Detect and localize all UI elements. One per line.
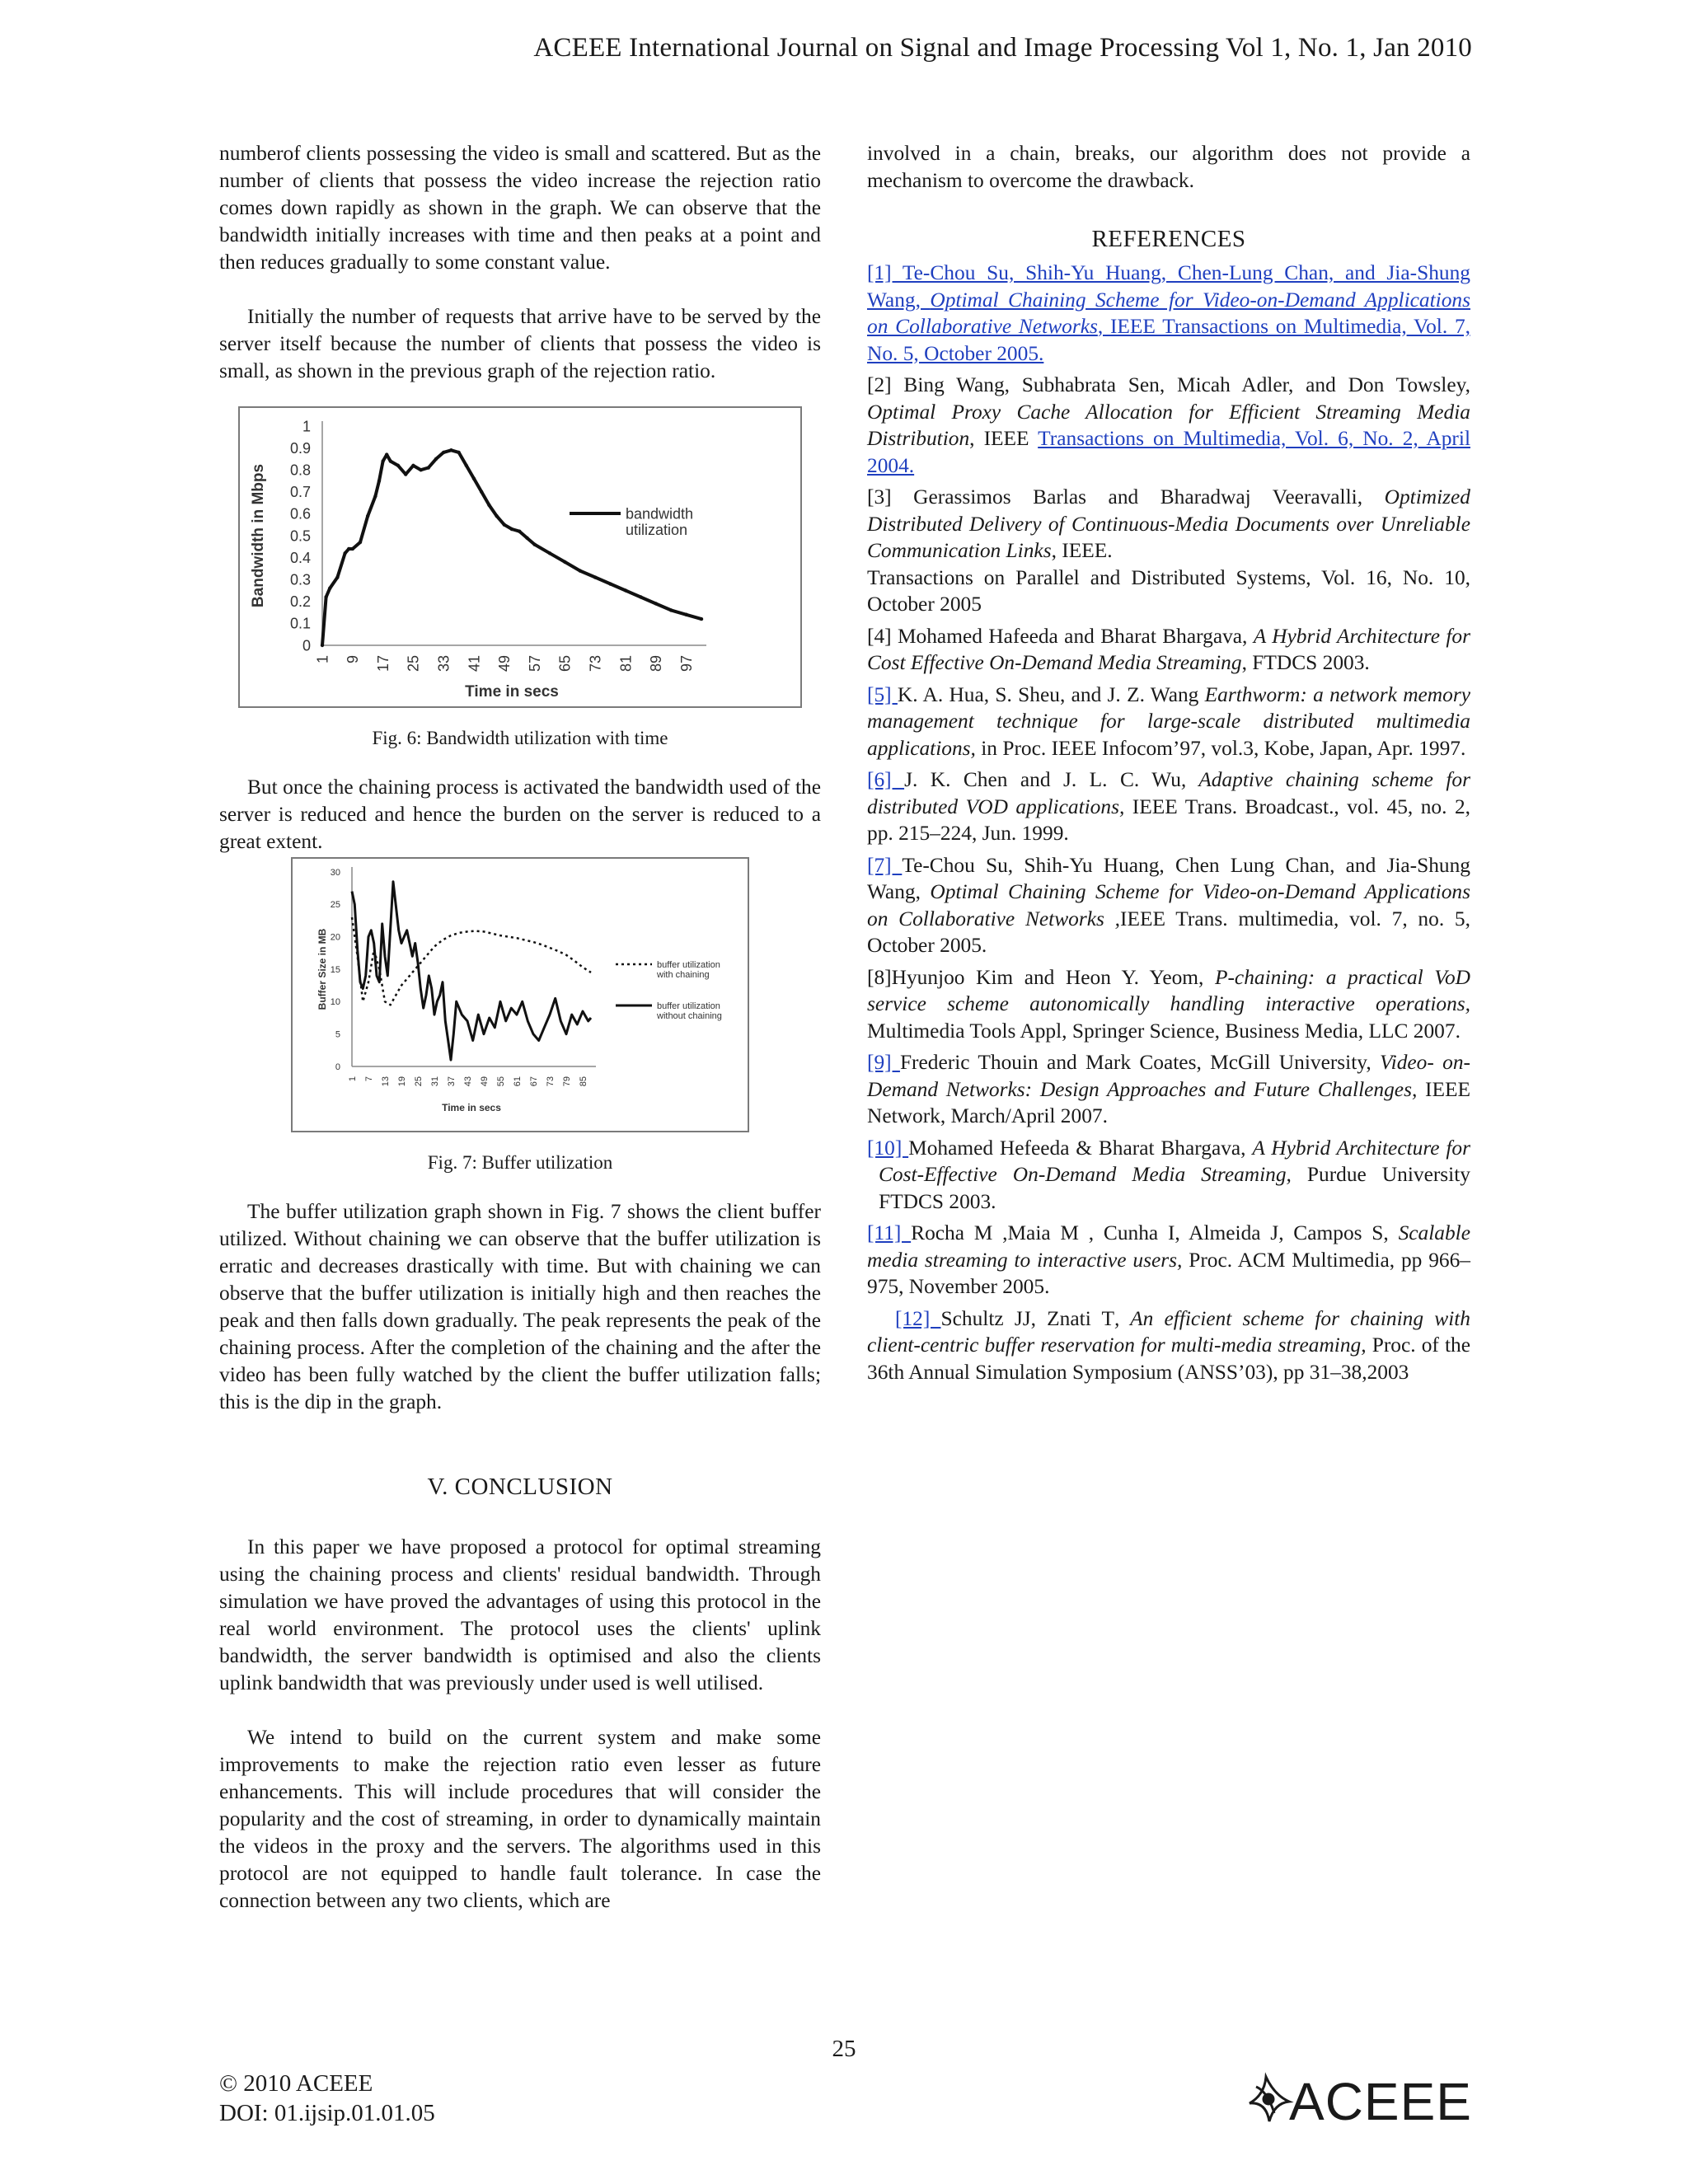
legend-label: utilization (626, 522, 688, 539)
footer (219, 2069, 435, 2128)
x-tick-label: 73 (545, 1076, 556, 1087)
x-tick-label: 19 (396, 1076, 407, 1087)
reference-item (867, 1135, 1470, 1216)
data-point (359, 541, 362, 544)
data-point (472, 477, 476, 480)
data-point (518, 529, 521, 532)
data-point (465, 464, 468, 467)
reference-text: IEEE Network, March/April 2007. (867, 1077, 1470, 1127)
reference-item (867, 1220, 1470, 1301)
reference-text: J. K. Chen and J. L. C. Wu (904, 768, 1181, 791)
reference-link[interactable]: [10] (867, 1136, 909, 1160)
data-point (427, 466, 430, 469)
x-tick-label: 33 (435, 655, 452, 673)
y-tick-label: 1 (302, 418, 311, 435)
y-tick-label: 0.4 (289, 549, 311, 566)
data-point (487, 504, 490, 507)
data-point (385, 452, 388, 456)
conclusion-heading: V. CONCLUSION (427, 1474, 613, 1500)
logo-wordmark: ACEEE (1289, 2072, 1472, 2131)
x-tick-label: 85 (578, 1076, 588, 1087)
reference-text: Transactions on Parallel and Distributed Systems, Vol. 16, No. 10, October 2005 (867, 565, 1470, 616)
reference-item (867, 852, 1470, 959)
data-point (324, 595, 327, 598)
reference-text: Frederic Thouin and Mark Coates, McGill University, (899, 1051, 1381, 1074)
y-tick-label: 0 (335, 1062, 340, 1072)
reference-text: Te-Chou Su, Shih-Yu Huang, Chen Lung Chan, and Jia-Shung Wang, (867, 853, 1471, 903)
y-tick-label: 20 (330, 932, 340, 943)
y-tick-label: 0.3 (289, 571, 311, 588)
paragraph: numberof clients possessing the video is small and scattered. But as the number of clients that possess the video increase the rejection ratio comes down rapidly as shown in the graph. We can observe that the bandwidth initially increases with time and then peaks at a point and then reduces gradually to some constant value. (219, 142, 821, 274)
reference-item (867, 260, 1470, 367)
data-point (343, 551, 346, 555)
reference-link[interactable]: [6] (867, 768, 905, 791)
x-axis-label: Time in secs (442, 1102, 501, 1113)
reference-title: P-chaining: a practical VoD service scheme autonomically handling interactive operations, (867, 965, 1470, 1015)
reference-title: Optimized Distributed Delivery of Continuous-Media Documents over Unreliable Communication Links (867, 485, 1470, 562)
reference-link[interactable]: [7] (867, 853, 903, 877)
legend-label: buffer utilization (657, 1001, 720, 1011)
legend-label: buffer utilization (657, 959, 720, 970)
data-point (351, 547, 354, 551)
data-point (669, 608, 673, 612)
y-tick-label: 0.2 (289, 593, 311, 611)
y-tick-label: 0.5 (289, 527, 311, 545)
reference-link[interactable]: [12] (895, 1306, 941, 1330)
right-column (867, 140, 1470, 1390)
figure-7-buffer-chart (291, 857, 749, 1132)
reference-link[interactable]: [9] (867, 1051, 900, 1074)
reference-text: Schultz JJ, Znati T (940, 1306, 1114, 1330)
reference-text: Proc. ACM Multimedia, pp 966–975, November 2005. (867, 1248, 1470, 1298)
data-point (684, 613, 687, 616)
reference-text: [8]Hyunjoo Kim and Heon Y. Yeom, (867, 965, 1215, 989)
data-point (532, 542, 536, 546)
data-point (328, 587, 331, 590)
data-point (700, 617, 703, 621)
y-tick-label: 25 (330, 900, 340, 911)
series-line (352, 882, 591, 1060)
reference-text: , FTDCS 2003. (1241, 651, 1370, 674)
figure-6-caption: Fig. 6: Bandwidth utilization with time (372, 728, 668, 748)
legend-label: with chaining (657, 969, 710, 980)
reference-item (867, 1305, 1470, 1386)
x-tick-label: 1 (347, 1076, 358, 1082)
y-tick-label: 0.9 (289, 439, 311, 457)
x-tick-label: 37 (446, 1076, 457, 1087)
x-tick-label: 1 (314, 655, 331, 664)
data-point (411, 464, 415, 467)
reference-link[interactable]: , IEEE Transactions on Multimedia, Vol. 7, No. 5, October 2005. (867, 315, 1470, 365)
paragraph: We intend to build on the current system and make some improvements to make the rejection ratio even lesser as future enhancements. This will include procedures that will consider the popularity and the cost of streaming, in order to dynamically maintain the videos in the proxy and the servers. The algorithms used in this protocol are not equipped to handle fault tolerance. In case the connection between any two clients, which are (219, 1726, 821, 1912)
figure-6-bandwidth-chart (238, 406, 802, 708)
data-point (389, 459, 392, 462)
x-axis-label: Time in secs (465, 683, 559, 701)
x-tick-label: 79 (561, 1076, 572, 1087)
reference-title: , An efficient scheme for chaining with client-centric buffer reservation for multi-media streaming, (867, 1306, 1470, 1357)
x-tick-label: 73 (587, 655, 604, 673)
data-point (366, 514, 369, 518)
reference-link[interactable]: Transactions on Multimedia, Vol. 6, No. 2, April 2004. (867, 427, 1470, 477)
reference-link[interactable]: Optimal Chaining Scheme for Video-on-Demand Applications on Collaborative Networks (867, 288, 1470, 338)
reference-item (867, 484, 1470, 565)
reference-item (867, 682, 1470, 762)
data-point (548, 551, 551, 555)
reference-item (867, 372, 1470, 479)
reference-title: , Adaptive chaining scheme for distributed VOD applications, (867, 768, 1471, 818)
reference-item (867, 766, 1470, 847)
x-tick-label: 17 (374, 655, 392, 673)
journal-header: ACEEE International Journal on Signal and Image Processing Vol 1, No. 1, Jan 2010 (533, 33, 1472, 63)
reference-item (867, 964, 1470, 1045)
reference-item (867, 1049, 1470, 1130)
data-point (525, 536, 528, 539)
data-point (442, 451, 445, 454)
reference-link[interactable]: [1] Te-Chou Su, Shih-Yu Huang, Chen-Lung Chan, and Jia-Shung Wang, (867, 261, 1470, 312)
x-tick-label: 25 (413, 1076, 424, 1087)
y-axis-label: Buffer Size in MB (316, 928, 328, 1010)
reference-text: IEEE Trans. multimedia, vol. 7, no. 5, October 2005. (867, 907, 1470, 957)
reference-item (867, 623, 1470, 677)
data-point (404, 472, 407, 476)
reference-text: [3] Gerassimos Barlas and Bharadwaj Veeravalli, (867, 485, 1385, 509)
data-point (373, 494, 377, 498)
legend-label: without chaining (657, 1010, 722, 1021)
page-number: 25 (832, 2036, 856, 2062)
reference-text: IEEE Trans. Broadcast., vol. 45, no. 2, pp. 215–224, Jun. 1999. (867, 794, 1470, 845)
reference-title: Optimal Chaining Scheme for Video-on-Demand Applications on Collaborative Networks , (867, 880, 1470, 930)
x-tick-label: 41 (466, 655, 483, 673)
data-point (347, 547, 350, 551)
reference-text: Multimedia Tools Appl, Springer Science, Business Media, LLC 2007. (867, 1019, 1461, 1043)
reference-text: K. A. Hua, S. Sheu, and J. Z. Wang (897, 682, 1205, 706)
reference-text: , IEEE. (1051, 539, 1113, 562)
y-tick-label: 10 (330, 997, 340, 1008)
reference-title: Earthworm: a network memory management technique for large-scale distributed multimedia applications, (867, 682, 1470, 760)
x-tick-label: 57 (526, 655, 543, 673)
data-point (434, 457, 438, 461)
y-tick-label: 0.6 (289, 505, 311, 523)
buffer-chart-svg (293, 859, 748, 1131)
x-tick-label: 7 (363, 1076, 374, 1082)
y-tick-label: 5 (335, 1029, 340, 1040)
reference-title: A Hybrid Architecture for Cost-Effective On-Demand Media Streaming, (879, 1136, 1470, 1186)
data-point (624, 588, 627, 592)
y-tick-label: 0.8 (289, 462, 311, 479)
x-tick-label: 13 (380, 1076, 391, 1087)
x-tick-label: 55 (495, 1076, 506, 1087)
y-tick-label: 0 (302, 637, 311, 654)
data-point (335, 575, 339, 579)
paragraph: In this paper we have proposed a protocol for optimal streaming using the chaining process and clients' residual bandwidth. Through simulation we have proved the advantages of using this protocol in the real world environment. The protocol uses the clients' uplink bandwidth, the server bandwidth is optimised and also the clients uplink bandwidth that was previously under used is well utilised. (219, 1535, 821, 1694)
reference-text: Mohamed Hefeeda & Bharat Bhargava, (908, 1136, 1253, 1160)
reference-text: Proc. of the 36th Annual Simulation Symposium (ANSS’03), pp 31–38,2003 (867, 1333, 1470, 1384)
data-point (419, 468, 422, 471)
paragraph: But once the chaining process is activated the bandwidth used of the server is reduced and hence the burden on the server is reduced to a great extent. (219, 776, 821, 853)
paragraph: involved in a chain, breaks, our algorithm does not provide a mechanism to overcome the drawback. (867, 142, 1470, 192)
data-point (639, 595, 642, 598)
y-tick-label: 30 (330, 867, 340, 878)
figure-7-caption: Fig. 7: Buffer utilization (427, 1152, 613, 1173)
reference-text: Purdue University FTDCS 2003. (879, 1163, 1470, 1213)
data-point (321, 644, 324, 647)
y-axis-label: Bandwidth in Mbps (250, 463, 267, 608)
x-tick-label: 97 (678, 655, 695, 673)
data-point (608, 582, 612, 585)
copyright-text: © 2010 ACEEE (219, 2070, 373, 2097)
data-point (480, 490, 483, 494)
data-point (495, 514, 498, 518)
y-tick-label: 0.1 (289, 615, 311, 632)
aceee-logo (1241, 2062, 1472, 2136)
star-swirl-icon (1250, 2077, 1289, 2121)
reference-link[interactable]: [5] (867, 682, 898, 706)
x-tick-label: 31 (429, 1076, 440, 1087)
reference-title: Optimal Proxy Cache Allocation for Efficient Streaming Media Distribution (867, 400, 1470, 450)
data-point (593, 575, 597, 579)
data-point (396, 464, 400, 467)
data-point (449, 448, 452, 452)
x-tick-label: 67 (528, 1076, 539, 1087)
reference-title: Video- on- Demand Networks: Design Approaches and Future Challenges, (867, 1051, 1470, 1101)
x-tick-label: 81 (617, 655, 635, 673)
data-point (654, 602, 658, 605)
x-tick-label: 43 (462, 1076, 473, 1087)
x-tick-label: 65 (556, 655, 574, 673)
data-point (457, 451, 460, 454)
data-point (579, 569, 582, 572)
bandwidth-chart-svg (240, 408, 800, 706)
data-point (563, 560, 566, 564)
data-point (503, 523, 506, 527)
x-tick-label: 49 (479, 1076, 490, 1087)
x-tick-label: 61 (512, 1076, 523, 1087)
paragraph: Initially the number of requests that arrive have to be served by the server itself because the number of clients that possess the video is small, as shown in the previous graph of the rejection ratio. (219, 305, 821, 382)
x-tick-label: 89 (648, 655, 665, 673)
data-point (377, 479, 381, 482)
legend-label: bandwidth (626, 505, 694, 523)
data-point (510, 527, 513, 531)
y-tick-label: 15 (330, 964, 340, 975)
reference-item-continuation (867, 565, 1470, 618)
reference-text: in Proc. IEEE Infocom’97, vol.3, Kobe, Japan, Apr. 1997. (975, 736, 1466, 760)
x-tick-label: 9 (345, 655, 362, 664)
y-tick-label: 0.7 (289, 484, 311, 501)
reference-title: Scalable media streaming to interactive users, (867, 1221, 1470, 1272)
data-point (381, 459, 384, 462)
references-heading: REFERENCES (1091, 226, 1246, 252)
reference-link[interactable]: [11] (867, 1221, 912, 1244)
left-column (219, 140, 821, 1915)
reference-text: Rocha M ,Maia M , Cunha I, Almeida J, Campos S, (911, 1221, 1399, 1244)
reference-text: [4] Mohamed Hafeeda and Bharat Bhargava, (867, 624, 1254, 648)
reference-text: , IEEE (969, 427, 1039, 450)
x-tick-label: 25 (405, 655, 422, 673)
doi-text: DOI: 01.ijsip.01.01.05 (219, 2100, 435, 2126)
paragraph: The buffer utilization graph shown in Fig. 7 shows the client buffer utilized. Without chaining we can observe that the buffer utilization is erratic and decreases drastically with time. But with chaining we can observe that the buffer utilization is initially high and then reaches the peak and then falls down gradually. The peak represents the peak of the chaining process. After the completion of the chaining and the after the video has been fully watched by the client the buffer utilization falls; this is the dip in the graph. (219, 1200, 821, 1413)
reference-title: A Hybrid Architecture for Cost Effective On-Demand Media Streaming (867, 624, 1470, 674)
reference-text: [2] Bing Wang, Subhabrata Sen, Micah Adler, and Don Towsley, (867, 373, 1470, 396)
x-tick-label: 49 (496, 655, 513, 673)
